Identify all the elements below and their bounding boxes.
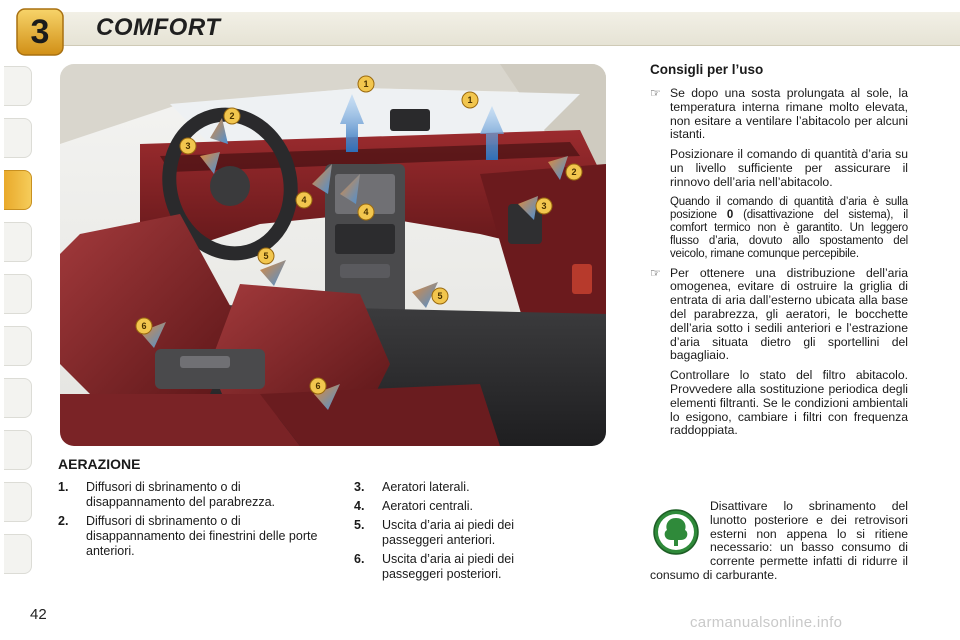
list-item	[58, 514, 328, 559]
list-item	[58, 480, 328, 510]
chapter-number: 3	[30, 13, 50, 51]
callout-label: 4	[301, 195, 307, 205]
advice-paragraph: Per ottenere una distribuzione dell’aria omogenea, evitare di ostruire la griglia di entrata di aria dall’esterno ubicata alla base del parabrezza, gli aeratori, le bocchette dell’aria sotto i sedili anteriori e l’estrazione d’aria situata dietro gli sportellini del bagagliaio.	[670, 265, 908, 363]
section-heading: AERAZIONE	[58, 456, 141, 472]
chapter-tab[interactable]	[4, 222, 32, 262]
advice-paragraph: Controllare lo stato del filtro abitacolo. Provvedere alla sostituzione periodica degli elementi filtranti. Se le condizioni ambientali lo esigono, cambiare i filtri con frequenza raddoppiata.	[670, 368, 908, 438]
item-text: Uscita d’aria ai piedi dei passeggeri posteriori.	[382, 552, 515, 581]
item-number: 1.	[58, 480, 69, 494]
callout-label: 3	[541, 201, 547, 211]
advice-paragraph: Posizionare il comando di quantità d’aria su un livello sufficiente per assicurare il rinnovo dell’aria nell’abitacolo.	[670, 147, 908, 189]
callout-label: 5	[437, 291, 443, 301]
chapter-tab[interactable]	[4, 378, 32, 418]
advice-tip	[650, 267, 908, 439]
callout-label: 6	[141, 321, 147, 331]
list-item	[354, 499, 574, 514]
advice-paragraph: Se dopo una sosta prolungata al sole, la temperatura interna rimane molto elevata, non esitare a ventilare l’abitacolo per alcuni istanti.	[670, 86, 908, 142]
item-text: Diffusori di sbrinamento o di disappannamento del parabrezza.	[86, 480, 276, 509]
advice-tip	[650, 87, 908, 261]
item-text: Aeratori laterali.	[382, 480, 470, 494]
item-text: Uscita d’aria ai piedi dei passeggeri anteriori.	[382, 518, 515, 547]
chapter-tab[interactable]	[4, 534, 32, 574]
callout-label: 1	[363, 79, 369, 89]
list-item	[354, 552, 574, 582]
page-title: COMFORT	[96, 14, 221, 41]
item-number: 2.	[58, 514, 69, 528]
chapter-tab-active[interactable]	[4, 170, 32, 210]
chapter-tab[interactable]	[4, 274, 32, 314]
advice-paragraph	[670, 196, 908, 261]
eco-note	[650, 500, 908, 583]
chapter-tab[interactable]	[4, 482, 32, 522]
page-header	[0, 0, 960, 58]
callout-label: 5	[263, 251, 269, 261]
chapter-tabs	[0, 66, 36, 586]
advice-text: Quando il comando di quantità d’aria è sulla posizione	[670, 195, 908, 221]
vent-list-left	[58, 480, 328, 563]
pointing-hand-icon: ☞	[650, 265, 661, 280]
callout-label: 2	[571, 167, 577, 177]
callout-label: 6	[315, 381, 321, 391]
item-number: 4.	[354, 499, 365, 513]
pointing-hand-icon: ☞	[650, 86, 661, 100]
callout-label: 2	[229, 111, 235, 121]
chapter-tab[interactable]	[4, 66, 32, 106]
car-interior-illustration	[60, 64, 606, 446]
chapter-tab[interactable]	[4, 118, 32, 158]
advice-text: (disattivazione del sistema), il comfort termico non è garantito. Un leggero flusso d’aria, dovuto allo spostamento del veicolo, rimane comunque percepibile.	[670, 208, 908, 260]
item-number: 6.	[354, 552, 365, 566]
advice-column	[650, 62, 908, 444]
item-text: Diffusori di sbrinamento o di disappannamento dei finestrini delle porte anteriori.	[86, 514, 318, 558]
callout-label: 1	[467, 95, 473, 105]
chapter-tab[interactable]	[4, 326, 32, 366]
advice-emphasis: 0	[726, 208, 734, 221]
callout-label: 3	[185, 141, 191, 151]
item-number: 3.	[354, 480, 365, 494]
page-number: 42	[30, 606, 47, 623]
chapter-tab[interactable]	[4, 430, 32, 470]
eco-note-text: Disattivare lo sbrinamento del lunotto posteriore e dei retrovisori esterni non appena lo si ritiene necessario: un basso consumo di corrente permette infatti di ridurre il consumo di carburante.	[650, 499, 908, 582]
watermark: carmanualsonline.info	[690, 614, 843, 631]
item-text: Aeratori centrali.	[382, 499, 474, 513]
list-item	[354, 480, 574, 495]
item-number: 5.	[354, 518, 365, 532]
advice-title: Consigli per l’uso	[650, 62, 764, 77]
callout-label: 4	[363, 207, 369, 217]
list-item	[354, 518, 574, 548]
vent-list-right	[354, 480, 574, 586]
tree-eco-icon	[652, 508, 700, 556]
